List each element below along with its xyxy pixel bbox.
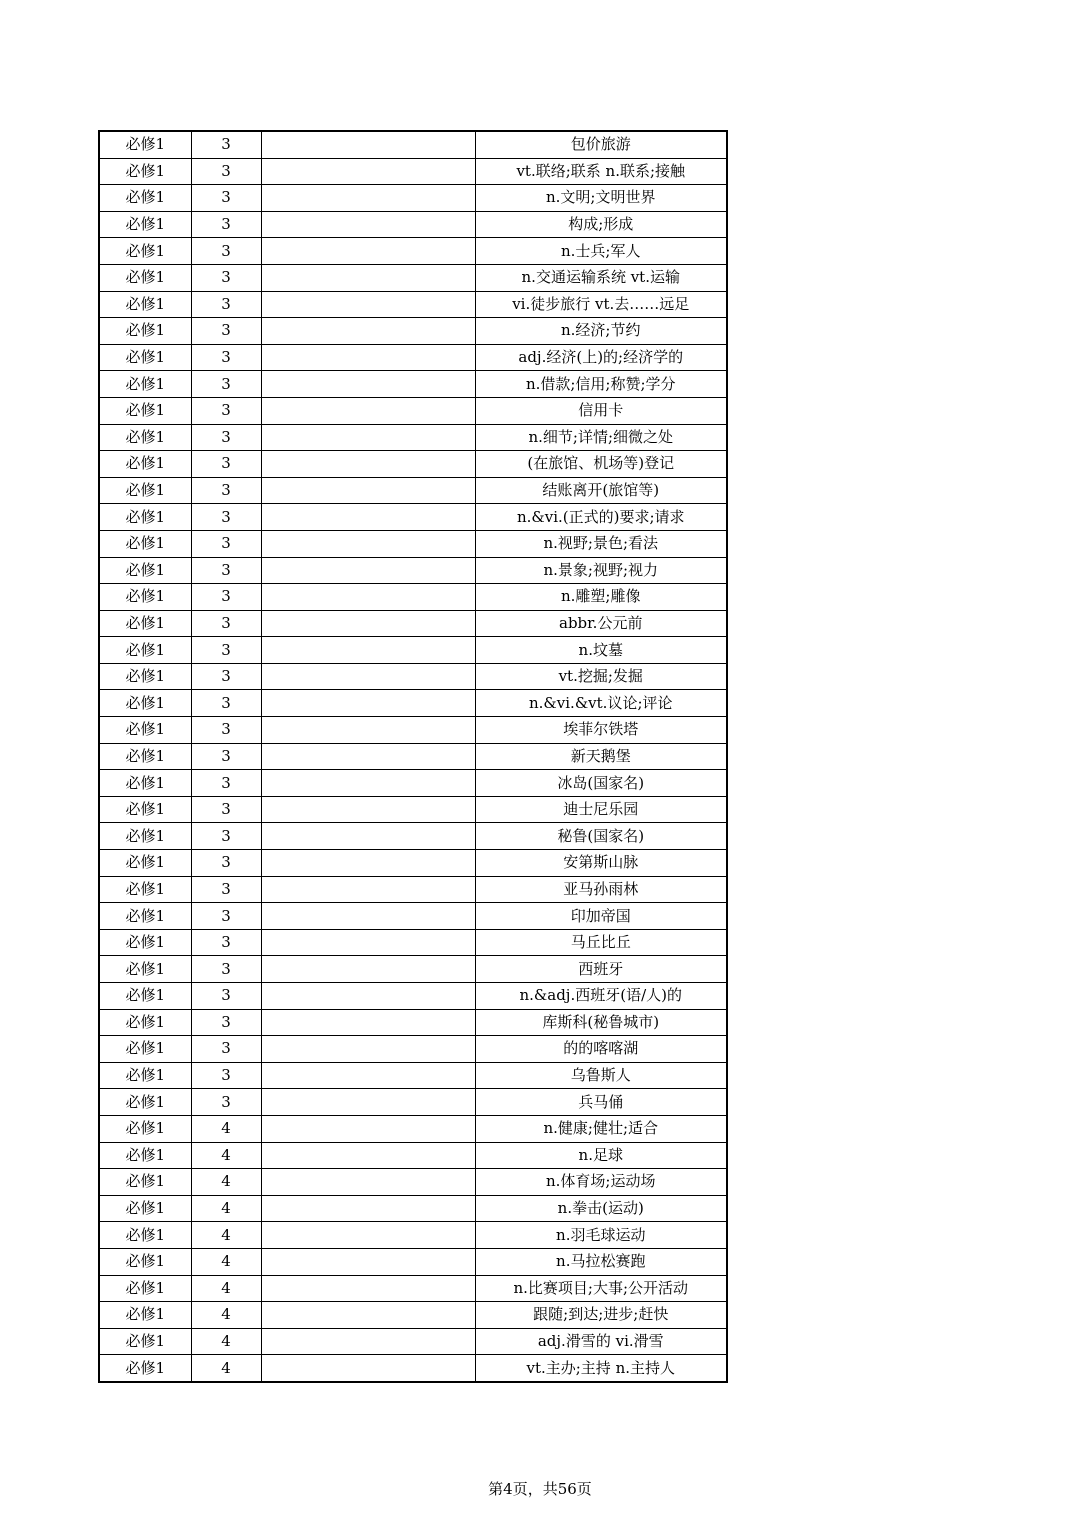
unit-cell: 4 <box>191 1115 261 1142</box>
table-row <box>99 796 727 823</box>
word-cell <box>261 743 475 770</box>
table-row <box>99 743 727 770</box>
meaning-cell: 兵马俑 <box>475 1089 727 1116</box>
course-cell: 必修1 <box>99 1115 191 1142</box>
word-cell <box>261 796 475 823</box>
meaning-cell: n.健康;健壮;适合 <box>475 1115 727 1142</box>
course-cell: 必修1 <box>99 1328 191 1355</box>
table-row <box>99 823 727 850</box>
unit-cell: 4 <box>191 1275 261 1302</box>
course-cell: 必修1 <box>99 1142 191 1169</box>
meaning-cell: n.交通运输系统 vt.运输 <box>475 264 727 291</box>
word-cell <box>261 291 475 318</box>
meaning-cell: n.马拉松赛跑 <box>475 1248 727 1275</box>
unit-cell: 3 <box>191 185 261 212</box>
unit-cell: 3 <box>191 876 261 903</box>
meaning-cell: n.足球 <box>475 1142 727 1169</box>
table-row <box>99 1009 727 1036</box>
course-cell: 必修1 <box>99 1089 191 1116</box>
word-cell <box>261 1169 475 1196</box>
course-cell: 必修1 <box>99 876 191 903</box>
course-cell: 必修1 <box>99 850 191 877</box>
word-cell <box>261 1142 475 1169</box>
course-cell: 必修1 <box>99 823 191 850</box>
word-cell <box>261 1036 475 1063</box>
table-row <box>99 211 727 238</box>
table-row <box>99 1169 727 1196</box>
word-cell <box>261 557 475 584</box>
table-row <box>99 424 727 451</box>
meaning-cell: 构成;形成 <box>475 211 727 238</box>
unit-cell: 4 <box>191 1302 261 1329</box>
course-cell: 必修1 <box>99 770 191 797</box>
meaning-cell: 秘鲁(国家名) <box>475 823 727 850</box>
meaning-cell: n.雕塑;雕像 <box>475 584 727 611</box>
unit-cell: 4 <box>191 1195 261 1222</box>
table-row <box>99 983 727 1010</box>
table-row <box>99 1142 727 1169</box>
word-cell <box>261 1328 475 1355</box>
word-cell <box>261 1195 475 1222</box>
word-cell <box>261 1089 475 1116</box>
course-cell: 必修1 <box>99 717 191 744</box>
meaning-cell: n.坟墓 <box>475 637 727 664</box>
word-cell <box>261 1062 475 1089</box>
unit-cell: 3 <box>191 663 261 690</box>
word-cell <box>261 850 475 877</box>
word-cell <box>261 876 475 903</box>
word-cell <box>261 983 475 1010</box>
meaning-cell: n.文明;文明世界 <box>475 185 727 212</box>
table-row <box>99 1062 727 1089</box>
meaning-cell: n.羽毛球运动 <box>475 1222 727 1249</box>
word-cell <box>261 397 475 424</box>
word-cell <box>261 1222 475 1249</box>
table-row <box>99 850 727 877</box>
table-row <box>99 371 727 398</box>
unit-cell: 4 <box>191 1222 261 1249</box>
word-cell <box>261 530 475 557</box>
unit-cell: 3 <box>191 264 261 291</box>
course-cell: 必修1 <box>99 796 191 823</box>
course-cell: 必修1 <box>99 956 191 983</box>
unit-cell: 3 <box>191 344 261 371</box>
course-cell: 必修1 <box>99 424 191 451</box>
unit-cell: 3 <box>191 929 261 956</box>
word-cell <box>261 956 475 983</box>
course-cell: 必修1 <box>99 1275 191 1302</box>
meaning-cell: n.&vi.(正式的)要求;请求 <box>475 504 727 531</box>
meaning-cell: n.&vi.&vt.议论;评论 <box>475 690 727 717</box>
table-row <box>99 530 727 557</box>
table-row <box>99 158 727 185</box>
word-cell <box>261 823 475 850</box>
unit-cell: 3 <box>191 743 261 770</box>
unit-cell: 3 <box>191 983 261 1010</box>
unit-cell: 4 <box>191 1142 261 1169</box>
unit-cell: 3 <box>191 1062 261 1089</box>
meaning-cell: 乌鲁斯人 <box>475 1062 727 1089</box>
unit-cell: 3 <box>191 1036 261 1063</box>
table-row <box>99 185 727 212</box>
unit-cell: 4 <box>191 1328 261 1355</box>
word-cell <box>261 1302 475 1329</box>
word-cell <box>261 584 475 611</box>
table-row <box>99 690 727 717</box>
meaning-cell: n.细节;详情;细微之处 <box>475 424 727 451</box>
table-row <box>99 876 727 903</box>
table-row <box>99 477 727 504</box>
word-cell <box>261 1355 475 1382</box>
course-cell: 必修1 <box>99 929 191 956</box>
meaning-cell: 安第斯山脉 <box>475 850 727 877</box>
unit-cell: 3 <box>191 238 261 265</box>
table-row <box>99 717 727 744</box>
course-cell: 必修1 <box>99 451 191 478</box>
meaning-cell: 库斯科(秘鲁城市) <box>475 1009 727 1036</box>
table-row <box>99 1115 727 1142</box>
unit-cell: 3 <box>191 770 261 797</box>
word-cell <box>261 264 475 291</box>
meaning-cell: adj.经济(上)的;经济学的 <box>475 344 727 371</box>
meaning-cell: 信用卡 <box>475 397 727 424</box>
word-cell <box>261 610 475 637</box>
unit-cell: 3 <box>191 530 261 557</box>
course-cell: 必修1 <box>99 1169 191 1196</box>
meaning-cell: 印加帝国 <box>475 903 727 930</box>
meaning-cell: n.视野;景色;看法 <box>475 530 727 557</box>
course-cell: 必修1 <box>99 1355 191 1382</box>
course-cell: 必修1 <box>99 477 191 504</box>
word-cell <box>261 211 475 238</box>
meaning-cell: vt.挖掘;发掘 <box>475 663 727 690</box>
course-cell: 必修1 <box>99 371 191 398</box>
word-cell <box>261 504 475 531</box>
course-cell: 必修1 <box>99 557 191 584</box>
word-cell <box>261 690 475 717</box>
meaning-cell: n.&adj.西班牙(语/人)的 <box>475 983 727 1010</box>
table-row <box>99 557 727 584</box>
course-cell: 必修1 <box>99 318 191 345</box>
meaning-cell: 马丘比丘 <box>475 929 727 956</box>
word-cell <box>261 238 475 265</box>
table-row <box>99 1302 727 1329</box>
unit-cell: 3 <box>191 318 261 345</box>
course-cell: 必修1 <box>99 584 191 611</box>
course-cell: 必修1 <box>99 530 191 557</box>
course-cell: 必修1 <box>99 663 191 690</box>
course-cell: 必修1 <box>99 1302 191 1329</box>
course-cell: 必修1 <box>99 1248 191 1275</box>
meaning-cell: n.拳击(运动) <box>475 1195 727 1222</box>
course-cell: 必修1 <box>99 344 191 371</box>
table-row <box>99 1222 727 1249</box>
unit-cell: 4 <box>191 1169 261 1196</box>
word-cell <box>261 185 475 212</box>
table-row <box>99 610 727 637</box>
course-cell: 必修1 <box>99 983 191 1010</box>
unit-cell: 3 <box>191 850 261 877</box>
table-row <box>99 504 727 531</box>
table-row <box>99 1248 727 1275</box>
word-cell <box>261 1275 475 1302</box>
meaning-cell: 迪士尼乐园 <box>475 796 727 823</box>
meaning-cell: n.比赛项目;大事;公开活动 <box>475 1275 727 1302</box>
unit-cell: 3 <box>191 451 261 478</box>
word-cell <box>261 131 475 158</box>
course-cell: 必修1 <box>99 211 191 238</box>
course-cell: 必修1 <box>99 743 191 770</box>
word-cell <box>261 929 475 956</box>
unit-cell: 3 <box>191 158 261 185</box>
course-cell: 必修1 <box>99 131 191 158</box>
meaning-cell: 跟随;到达;进步;赶快 <box>475 1302 727 1329</box>
table-row <box>99 344 727 371</box>
unit-cell: 3 <box>191 211 261 238</box>
meaning-cell: vt.主办;主持 n.主持人 <box>475 1355 727 1382</box>
word-cell <box>261 663 475 690</box>
word-cell <box>261 903 475 930</box>
course-cell: 必修1 <box>99 397 191 424</box>
unit-cell: 3 <box>191 796 261 823</box>
unit-cell: 3 <box>191 823 261 850</box>
course-cell: 必修1 <box>99 690 191 717</box>
course-cell: 必修1 <box>99 185 191 212</box>
meaning-cell: vt.联络;联系 n.联系;接触 <box>475 158 727 185</box>
meaning-cell: n.士兵;军人 <box>475 238 727 265</box>
meaning-cell: 结账离开(旅馆等) <box>475 477 727 504</box>
unit-cell: 3 <box>191 371 261 398</box>
table-row <box>99 1089 727 1116</box>
table-row <box>99 929 727 956</box>
unit-cell: 3 <box>191 956 261 983</box>
course-cell: 必修1 <box>99 158 191 185</box>
word-cell <box>261 1248 475 1275</box>
table-row <box>99 238 727 265</box>
word-cell <box>261 717 475 744</box>
unit-cell: 3 <box>191 504 261 531</box>
table-row <box>99 291 727 318</box>
table-row <box>99 451 727 478</box>
word-cell <box>261 318 475 345</box>
unit-cell: 3 <box>191 637 261 664</box>
unit-cell: 3 <box>191 690 261 717</box>
word-cell <box>261 424 475 451</box>
unit-cell: 3 <box>191 477 261 504</box>
meaning-cell: 埃菲尔铁塔 <box>475 717 727 744</box>
unit-cell: 3 <box>191 584 261 611</box>
table-row <box>99 1195 727 1222</box>
course-cell: 必修1 <box>99 1009 191 1036</box>
course-cell: 必修1 <box>99 264 191 291</box>
meaning-cell: 亚马孙雨林 <box>475 876 727 903</box>
table-row <box>99 1036 727 1063</box>
meaning-cell: 西班牙 <box>475 956 727 983</box>
meaning-cell: (在旅馆、机场等)登记 <box>475 451 727 478</box>
table-row <box>99 770 727 797</box>
course-cell: 必修1 <box>99 1195 191 1222</box>
meaning-cell: 的的喀喀湖 <box>475 1036 727 1063</box>
course-cell: 必修1 <box>99 238 191 265</box>
unit-cell: 4 <box>191 1355 261 1382</box>
unit-cell: 3 <box>191 557 261 584</box>
table-row <box>99 1275 727 1302</box>
page-footer: 第4页，共56页 <box>488 1480 592 1498</box>
table-row <box>99 1355 727 1382</box>
table-row <box>99 1328 727 1355</box>
word-cell <box>261 451 475 478</box>
course-cell: 必修1 <box>99 637 191 664</box>
vocabulary-table <box>98 130 728 1383</box>
word-cell <box>261 344 475 371</box>
word-cell <box>261 1009 475 1036</box>
table-row <box>99 397 727 424</box>
unit-cell: 3 <box>191 903 261 930</box>
word-cell <box>261 770 475 797</box>
unit-cell: 3 <box>191 397 261 424</box>
table-row <box>99 956 727 983</box>
meaning-cell: n.景象;视野;视力 <box>475 557 727 584</box>
course-cell: 必修1 <box>99 1062 191 1089</box>
unit-cell: 3 <box>191 424 261 451</box>
table-row <box>99 318 727 345</box>
meaning-cell: vi.徒步旅行 vt.去……远足 <box>475 291 727 318</box>
meaning-cell: n.经济;节约 <box>475 318 727 345</box>
unit-cell: 4 <box>191 1248 261 1275</box>
meaning-cell: n.借款;信用;称赞;学分 <box>475 371 727 398</box>
word-cell <box>261 371 475 398</box>
word-cell <box>261 477 475 504</box>
table-row <box>99 264 727 291</box>
unit-cell: 3 <box>191 1089 261 1116</box>
meaning-cell: 新天鹅堡 <box>475 743 727 770</box>
course-cell: 必修1 <box>99 1222 191 1249</box>
unit-cell: 3 <box>191 717 261 744</box>
table-row <box>99 903 727 930</box>
course-cell: 必修1 <box>99 610 191 637</box>
unit-cell: 3 <box>191 131 261 158</box>
meaning-cell: n.体育场;运动场 <box>475 1169 727 1196</box>
table-row <box>99 131 727 158</box>
unit-cell: 3 <box>191 610 261 637</box>
meaning-cell: adj.滑雪的 vi.滑雪 <box>475 1328 727 1355</box>
course-cell: 必修1 <box>99 903 191 930</box>
word-cell <box>261 1115 475 1142</box>
meaning-cell: 冰岛(国家名) <box>475 770 727 797</box>
course-cell: 必修1 <box>99 291 191 318</box>
table-row <box>99 663 727 690</box>
table-row <box>99 637 727 664</box>
meaning-cell: abbr.公元前 <box>475 610 727 637</box>
meaning-cell: 包价旅游 <box>475 131 727 158</box>
course-cell: 必修1 <box>99 1036 191 1063</box>
word-cell <box>261 637 475 664</box>
table-row <box>99 584 727 611</box>
unit-cell: 3 <box>191 1009 261 1036</box>
unit-cell: 3 <box>191 291 261 318</box>
course-cell: 必修1 <box>99 504 191 531</box>
word-cell <box>261 158 475 185</box>
